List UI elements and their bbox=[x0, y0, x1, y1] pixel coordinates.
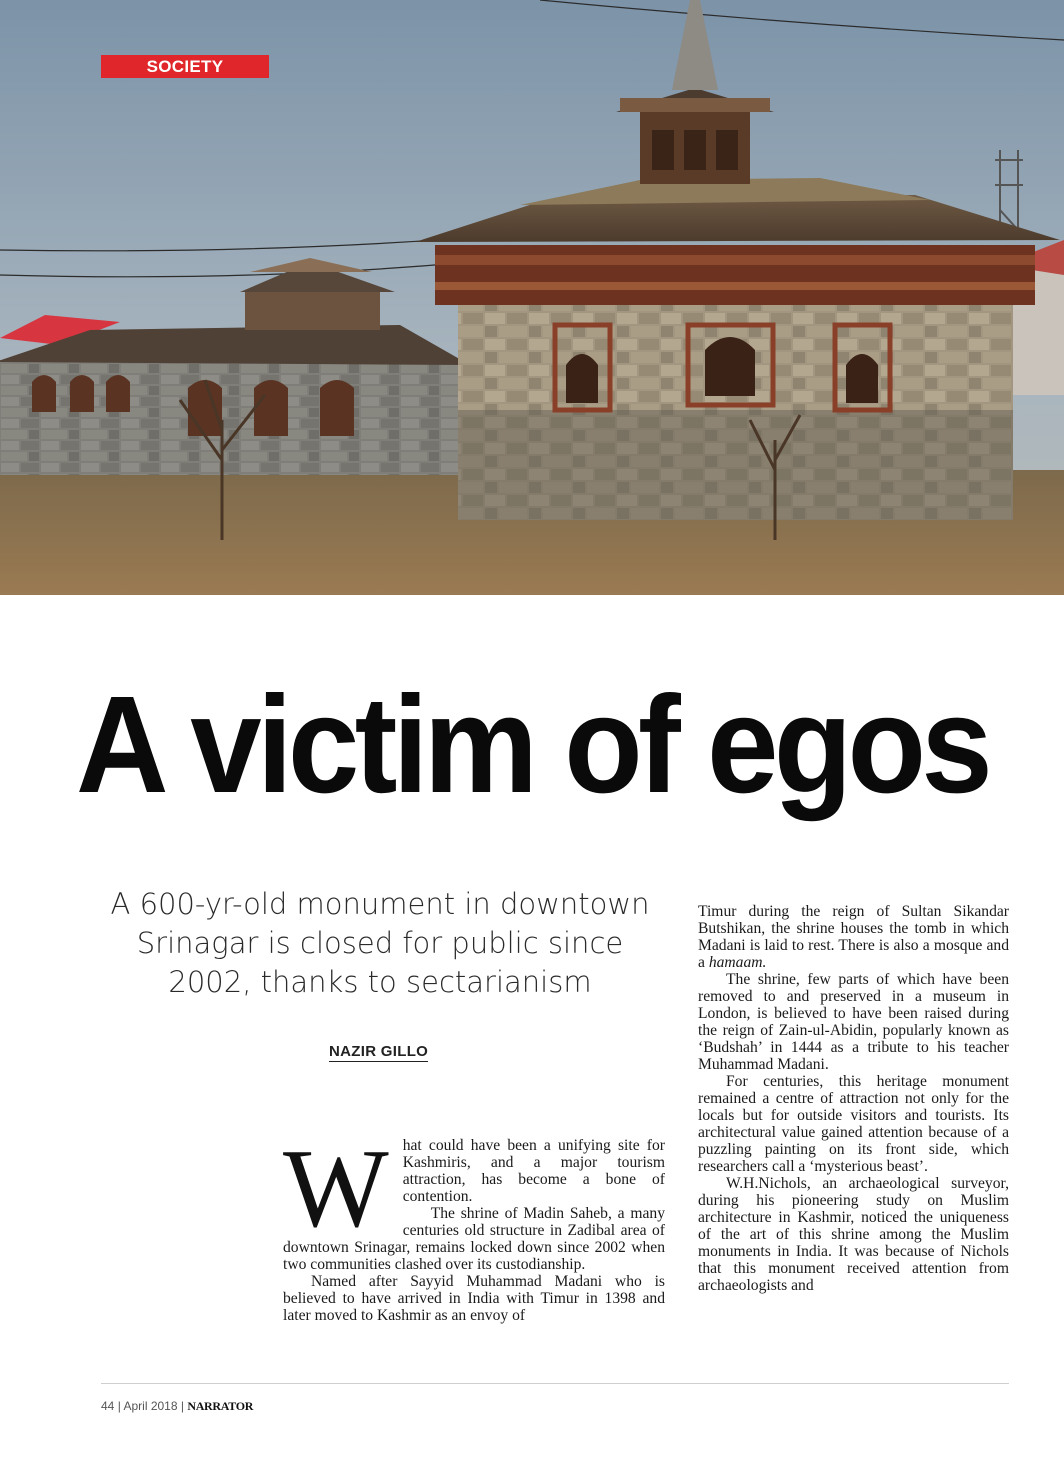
issue-date: April 2018 bbox=[123, 1399, 178, 1413]
shrine-photo-illustration bbox=[0, 0, 1064, 595]
article-paragraph: The shrine of Madin Saheb, a many centuries old structure in Zadibal area of downtown Srinagar, remains locked down since 2002 when two communities clashed over its custodianship. bbox=[283, 1205, 665, 1273]
article-column-left bbox=[283, 1127, 665, 1324]
article-paragraph: Named after Sayyid Muhammad Madani who is believed to have arrived in India with Timur in 1398 and later moved to Kashmir as an envoy of bbox=[283, 1273, 665, 1324]
headline: A victim of egos bbox=[75, 668, 989, 822]
article-paragraph: For centuries, this heritage monument remained a centre of attraction not only for the locals but for outside visitors and tourists. Its architectural value gained attention because of a puzzling painting on its front side, which researchers call a ‘mysterious beast’. bbox=[698, 1073, 1009, 1175]
deck-subheadline: A 600-yr-old monument in downtown Srinagar is closed for public since 2002, thanks to sectarianism bbox=[110, 887, 650, 999]
magazine-logo: NARRATOR bbox=[187, 1399, 254, 1413]
hero-photo bbox=[0, 0, 1064, 595]
article-paragraph: W.H.Nichols, an archaeological surveyor, during his pioneering study on Muslim architecture in Kashmir, noticed the uniqueness of the art of this shrine among the Muslim monuments in India. It was because of Nichols that this monument received attention from archaeologists and bbox=[698, 1175, 1009, 1294]
section-tag: SOCIETY bbox=[101, 55, 269, 78]
page-number: 44 bbox=[101, 1399, 115, 1413]
footer-divider bbox=[101, 1383, 1009, 1384]
page-footer: 44 | April 2018 | NARRATOR bbox=[101, 1399, 254, 1413]
article-paragraph: What could have been a unifying site for Kashmiris, and a major tourism attraction, has become a bone of contention. bbox=[283, 1127, 665, 1251]
byline: NAZIR GILLO bbox=[329, 1043, 429, 1060]
article-paragraph: Timur during the reign of Sultan Sikandar Butshikan, the shrine houses the tomb in which Madani is laid to rest. There is also a mosque and a hamaam. bbox=[698, 903, 1009, 971]
drop-cap: W bbox=[283, 1127, 389, 1251]
article-paragraph: The shrine, few parts of which have been removed to and preserved in a museum in London, is believed to have been raised during the reign of Zain-ul-Abidin, popularly known as ‘Budshah’ in 1444 as a tribute to his teacher Muhammad Madani. bbox=[698, 971, 1009, 1073]
article-column-right bbox=[698, 903, 1009, 1294]
